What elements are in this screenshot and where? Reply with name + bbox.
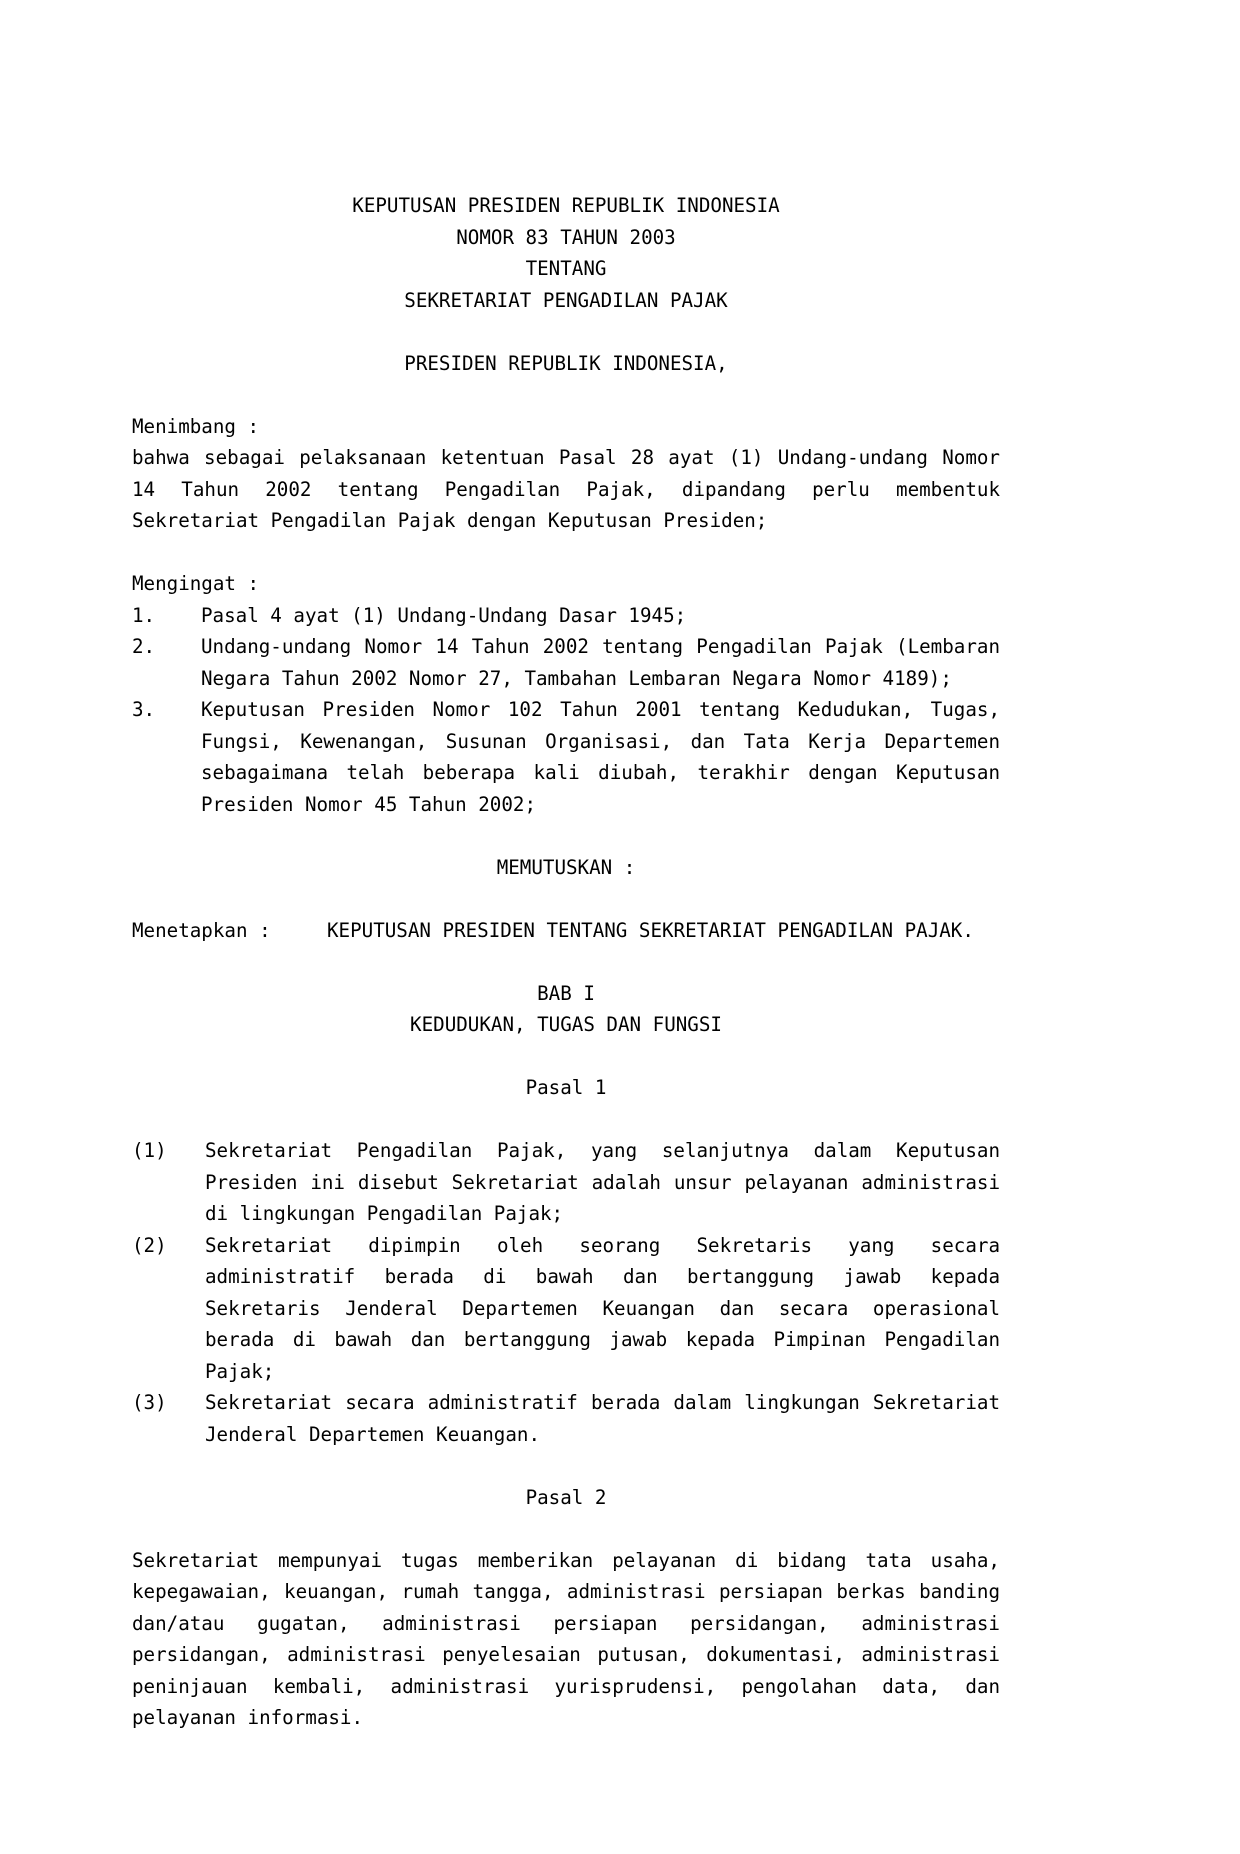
spacer xyxy=(132,316,1000,348)
chapter-number: BAB I xyxy=(537,981,595,1005)
establishing-label: Menetapkan : xyxy=(132,918,271,942)
spacer xyxy=(132,379,1000,411)
list-item xyxy=(132,1135,1000,1230)
list-item-text: Undang-undang Nomor 14 Tahun 2002 tentang Pengadilan Pajak (Lembaran Negara Tahun 2002 Nomor 27, Tambahan Lembaran Negara Nomor 4189); xyxy=(201,635,1000,690)
list-item-text: Pasal 4 ayat (1) Undang-Undang Dasar 1945; xyxy=(201,603,687,627)
list-item xyxy=(132,1230,1000,1388)
spacer xyxy=(132,820,1000,852)
list-item-marker: (2) xyxy=(132,1233,167,1257)
list-item-text: Sekretariat secara administratif berada dalam lingkungan Sekretariat Jenderal Departemen Keuangan. xyxy=(205,1391,1000,1446)
list-item-marker: (1) xyxy=(132,1139,167,1162)
list-item-marker: (3) xyxy=(132,1391,167,1414)
decide-heading: MEMUTUSKAN : xyxy=(496,855,636,879)
considering-text: bahwa sebagai pelaksanaan ketentuan Pasal 28 ayat (1) Undang-undang Nomor 14 Tahun 2002 tentang Pengadilan Pajak, dipandang perlu membentuk Sekretariat Pengadilan Pajak dengan Keputusan Presiden; xyxy=(132,446,1000,532)
list-item-marker: 3. xyxy=(132,698,156,721)
title-line-2: NOMOR 83 TAHUN 2003 xyxy=(456,225,676,249)
spacer xyxy=(132,1450,1000,1482)
article-1-clause-list xyxy=(132,1135,1000,1450)
article-1-heading: Pasal 1 xyxy=(525,1076,607,1099)
document-body xyxy=(132,190,1000,1734)
establishing-row xyxy=(132,915,1000,947)
list-item-marker: 1. xyxy=(132,603,156,627)
spacer xyxy=(132,1513,1000,1545)
spacer xyxy=(132,1041,1000,1073)
document-title-block xyxy=(132,190,1000,316)
list-item xyxy=(132,1387,1000,1450)
chapter-title: KEDUDUKAN, TUGAS DAN FUNGSI xyxy=(410,1013,722,1036)
article-2-heading: Pasal 2 xyxy=(525,1485,607,1509)
spacer xyxy=(132,883,1000,915)
issuing-authority: PRESIDEN REPUBLIK INDONESIA, xyxy=(404,351,728,375)
article-2-text: Sekretariat mempunyai tugas memberikan pelayanan di bidang tata usaha, kepegawaian, keuangan, rumah tangga, administrasi persiapan berkas banding dan/atau gugatan, administrasi persiapan persidangan, administrasi persidangan, administrasi penyelesaian putusan, dokumentasi, administrasi peninjauan kembali, administrasi yurisprudensi, pengolahan data, dan pelayanan informasi. xyxy=(132,1548,1000,1729)
list-item xyxy=(132,631,1000,694)
list-item xyxy=(132,694,1000,820)
title-line-4: SEKRETARIAT PENGADILAN PAJAK xyxy=(404,288,728,312)
list-item-text: Sekretariat Pengadilan Pajak, yang selanjutnya dalam Keputusan Presiden ini disebut Sekretariat adalah unsur pelayanan administrasi di lingkungan Pengadilan Pajak; xyxy=(205,1139,1000,1225)
considering-label: Menimbang : xyxy=(132,414,260,438)
list-item-marker: 2. xyxy=(132,635,156,658)
recalling-label: Mengingat : xyxy=(132,572,260,595)
title-line-1: KEPUTUSAN PRESIDEN REPUBLIK INDONESIA xyxy=(352,194,780,217)
spacer xyxy=(132,537,1000,569)
title-line-3: TENTANG xyxy=(525,257,607,280)
spacer xyxy=(132,946,1000,978)
list-item-text: Sekretariat dipimpin oleh seorang Sekretaris yang secara administratif berada di bawah dan bertanggung jawab kepada Sekretaris Jenderal Departemen Keuangan dan secara operasional berada di bawah dan bertanggung jawab kepada Pimpinan Pengadilan Pajak; xyxy=(205,1233,1000,1383)
recalling-list xyxy=(132,600,1000,821)
list-item-text: Keputusan Presiden Nomor 102 Tahun 2001 tentang Kedudukan, Tugas, Fungsi, Kewenangan, Susunan Organisasi, dan Tata Kerja Departemen sebagaimana telah beberapa kali diubah, terakhir dengan Keputusan Presiden Nomor 45 Tahun 2002; xyxy=(201,698,1000,816)
establishing-text: KEPUTUSAN PRESIDEN TENTANG SEKRETARIAT PENGADILAN PAJAK. xyxy=(327,918,974,942)
list-item xyxy=(132,600,1000,632)
spacer xyxy=(132,1104,1000,1136)
